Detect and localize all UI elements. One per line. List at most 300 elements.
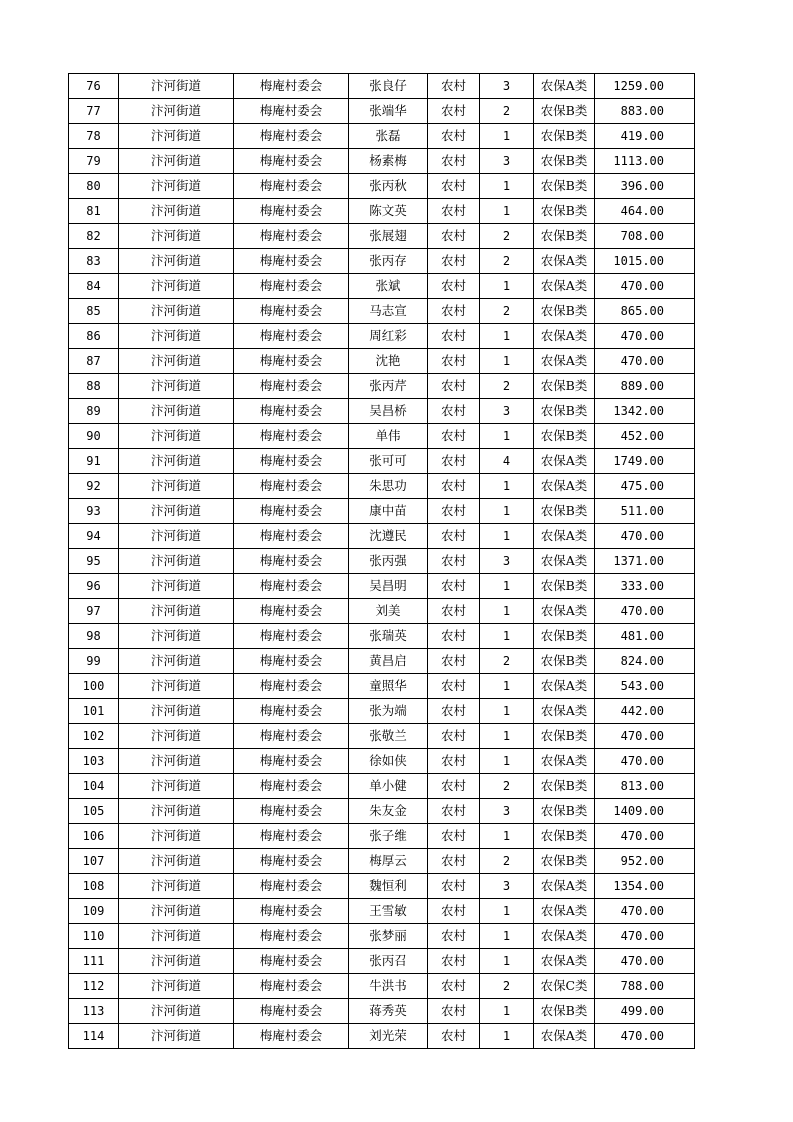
insurance-category-cell: 农保B类 [534,824,595,849]
household-type-cell: 农村 [428,74,480,99]
insurance-category-cell: 农保B类 [534,624,595,649]
street-name-cell: 汴河街道 [119,699,234,724]
person-name-cell: 王雪敏 [349,899,428,924]
person-name-cell: 沈遵民 [349,524,428,549]
row-number-cell: 83 [69,249,119,274]
amount-cell: 470.00 [595,1024,695,1049]
insurance-category-cell: 农保A类 [534,549,595,574]
amount-cell: 813.00 [595,774,695,799]
amount-cell: 470.00 [595,324,695,349]
insurance-category-cell: 农保A类 [534,899,595,924]
person-name-cell: 朱友金 [349,799,428,824]
member-count-cell: 1 [480,899,534,924]
table-row [69,199,695,224]
table-row [69,1024,695,1049]
village-committee-cell: 梅庵村委会 [234,74,349,99]
household-type-cell: 农村 [428,424,480,449]
amount-cell: 396.00 [595,174,695,199]
member-count-cell: 2 [480,299,534,324]
insurance-category-cell: 农保A类 [534,749,595,774]
insurance-category-cell: 农保A类 [534,324,595,349]
insurance-category-cell: 农保B类 [534,149,595,174]
table-row [69,924,695,949]
village-committee-cell: 梅庵村委会 [234,149,349,174]
table-row [69,224,695,249]
amount-cell: 511.00 [595,499,695,524]
amount-cell: 1342.00 [595,399,695,424]
insurance-category-cell: 农保A类 [534,874,595,899]
row-number-cell: 86 [69,324,119,349]
street-name-cell: 汴河街道 [119,974,234,999]
insurance-category-cell: 农保A类 [534,524,595,549]
amount-cell: 470.00 [595,524,695,549]
row-number-cell: 103 [69,749,119,774]
insurance-category-cell: 农保A类 [534,699,595,724]
row-number-cell: 101 [69,699,119,724]
village-committee-cell: 梅庵村委会 [234,249,349,274]
insurance-category-cell: 农保B类 [534,199,595,224]
table-row [69,774,695,799]
village-committee-cell: 梅庵村委会 [234,474,349,499]
amount-cell: 470.00 [595,749,695,774]
member-count-cell: 4 [480,449,534,474]
member-count-cell: 2 [480,224,534,249]
village-committee-cell: 梅庵村委会 [234,874,349,899]
street-name-cell: 汴河街道 [119,399,234,424]
row-number-cell: 77 [69,99,119,124]
member-count-cell: 1 [480,349,534,374]
amount-cell: 499.00 [595,999,695,1024]
village-committee-cell: 梅庵村委会 [234,524,349,549]
amount-cell: 419.00 [595,124,695,149]
table-row [69,374,695,399]
row-number-cell: 93 [69,499,119,524]
member-count-cell: 3 [480,399,534,424]
table-row [69,474,695,499]
member-count-cell: 1 [480,124,534,149]
row-number-cell: 88 [69,374,119,399]
street-name-cell: 汴河街道 [119,624,234,649]
person-name-cell: 单小健 [349,774,428,799]
table-body [69,74,695,1049]
amount-cell: 865.00 [595,299,695,324]
person-name-cell: 蒋秀英 [349,999,428,1024]
row-number-cell: 89 [69,399,119,424]
amount-cell: 1409.00 [595,799,695,824]
row-number-cell: 79 [69,149,119,174]
amount-cell: 470.00 [595,924,695,949]
insurance-category-cell: 农保A类 [534,349,595,374]
person-name-cell: 张可可 [349,449,428,474]
household-type-cell: 农村 [428,774,480,799]
member-count-cell: 1 [480,749,534,774]
member-count-cell: 3 [480,74,534,99]
row-number-cell: 97 [69,599,119,624]
person-name-cell: 张梦丽 [349,924,428,949]
street-name-cell: 汴河街道 [119,524,234,549]
person-name-cell: 张丙存 [349,249,428,274]
household-type-cell: 农村 [428,899,480,924]
table-row [69,674,695,699]
village-committee-cell: 梅庵村委会 [234,449,349,474]
amount-cell: 883.00 [595,99,695,124]
household-type-cell: 农村 [428,399,480,424]
insurance-category-cell: 农保B类 [534,224,595,249]
street-name-cell: 汴河街道 [119,599,234,624]
household-type-cell: 农村 [428,549,480,574]
row-number-cell: 94 [69,524,119,549]
row-number-cell: 102 [69,724,119,749]
person-name-cell: 康中苗 [349,499,428,524]
amount-cell: 1015.00 [595,249,695,274]
household-type-cell: 农村 [428,949,480,974]
row-number-cell: 104 [69,774,119,799]
amount-cell: 464.00 [595,199,695,224]
insurance-category-cell: 农保B类 [534,124,595,149]
person-name-cell: 张丙秋 [349,174,428,199]
member-count-cell: 2 [480,249,534,274]
member-count-cell: 2 [480,99,534,124]
amount-cell: 543.00 [595,674,695,699]
amount-cell: 1371.00 [595,549,695,574]
amount-cell: 470.00 [595,274,695,299]
table-row [69,524,695,549]
amount-cell: 470.00 [595,824,695,849]
insurance-category-cell: 农保C类 [534,974,595,999]
household-type-cell: 农村 [428,974,480,999]
village-committee-cell: 梅庵村委会 [234,174,349,199]
household-type-cell: 农村 [428,824,480,849]
person-name-cell: 马志宣 [349,299,428,324]
row-number-cell: 99 [69,649,119,674]
village-committee-cell: 梅庵村委会 [234,324,349,349]
table-row [69,424,695,449]
member-count-cell: 1 [480,524,534,549]
amount-cell: 952.00 [595,849,695,874]
amount-cell: 475.00 [595,474,695,499]
row-number-cell: 114 [69,1024,119,1049]
table-row [69,174,695,199]
amount-cell: 452.00 [595,424,695,449]
street-name-cell: 汴河街道 [119,424,234,449]
insurance-category-cell: 农保B类 [534,174,595,199]
member-count-cell: 2 [480,649,534,674]
insurance-category-cell: 农保A类 [534,949,595,974]
person-name-cell: 徐如侠 [349,749,428,774]
table-row [69,299,695,324]
table-row [69,649,695,674]
row-number-cell: 96 [69,574,119,599]
village-committee-cell: 梅庵村委会 [234,1024,349,1049]
household-type-cell: 农村 [428,349,480,374]
member-count-cell: 1 [480,624,534,649]
person-name-cell: 梅厚云 [349,849,428,874]
village-committee-cell: 梅庵村委会 [234,549,349,574]
street-name-cell: 汴河街道 [119,774,234,799]
street-name-cell: 汴河街道 [119,799,234,824]
household-type-cell: 农村 [428,874,480,899]
street-name-cell: 汴河街道 [119,849,234,874]
table-row [69,324,695,349]
table-row [69,974,695,999]
street-name-cell: 汴河街道 [119,649,234,674]
member-count-cell: 1 [480,274,534,299]
insurance-category-cell: 农保B类 [534,649,595,674]
person-name-cell: 杨素梅 [349,149,428,174]
person-name-cell: 张斌 [349,274,428,299]
person-name-cell: 张良仔 [349,74,428,99]
insurance-category-cell: 农保A类 [534,449,595,474]
member-count-cell: 1 [480,174,534,199]
household-type-cell: 农村 [428,249,480,274]
table-row [69,624,695,649]
table-row [69,874,695,899]
row-number-cell: 109 [69,899,119,924]
row-number-cell: 87 [69,349,119,374]
village-committee-cell: 梅庵村委会 [234,924,349,949]
member-count-cell: 1 [480,824,534,849]
row-number-cell: 106 [69,824,119,849]
village-committee-cell: 梅庵村委会 [234,599,349,624]
amount-cell: 481.00 [595,624,695,649]
table-row [69,74,695,99]
village-committee-cell: 梅庵村委会 [234,224,349,249]
insurance-category-cell: 农保B类 [534,374,595,399]
table-row [69,724,695,749]
amount-cell: 470.00 [595,899,695,924]
insurance-category-cell: 农保A类 [534,249,595,274]
member-count-cell: 1 [480,724,534,749]
insurance-category-cell: 农保A类 [534,674,595,699]
village-committee-cell: 梅庵村委会 [234,649,349,674]
row-number-cell: 113 [69,999,119,1024]
household-type-cell: 农村 [428,674,480,699]
street-name-cell: 汴河街道 [119,474,234,499]
member-count-cell: 1 [480,324,534,349]
table-row [69,99,695,124]
member-count-cell: 1 [480,199,534,224]
street-name-cell: 汴河街道 [119,324,234,349]
insurance-category-cell: 农保B类 [534,299,595,324]
insurance-category-cell: 农保A类 [534,74,595,99]
row-number-cell: 95 [69,549,119,574]
member-count-cell: 2 [480,849,534,874]
village-committee-cell: 梅庵村委会 [234,774,349,799]
person-name-cell: 刘光荣 [349,1024,428,1049]
row-number-cell: 111 [69,949,119,974]
household-type-cell: 农村 [428,699,480,724]
amount-cell: 470.00 [595,349,695,374]
household-type-cell: 农村 [428,124,480,149]
street-name-cell: 汴河街道 [119,824,234,849]
village-committee-cell: 梅庵村委会 [234,274,349,299]
household-type-cell: 农村 [428,574,480,599]
table-row [69,349,695,374]
person-name-cell: 朱思功 [349,474,428,499]
person-name-cell: 黄昌启 [349,649,428,674]
village-committee-cell: 梅庵村委会 [234,699,349,724]
village-committee-cell: 梅庵村委会 [234,724,349,749]
table-row [69,824,695,849]
household-type-cell: 农村 [428,324,480,349]
person-name-cell: 沈艳 [349,349,428,374]
person-name-cell: 张磊 [349,124,428,149]
person-name-cell: 张丙召 [349,949,428,974]
household-type-cell: 农村 [428,799,480,824]
street-name-cell: 汴河街道 [119,449,234,474]
table-row [69,749,695,774]
member-count-cell: 1 [480,1024,534,1049]
person-name-cell: 魏恒利 [349,874,428,899]
row-number-cell: 112 [69,974,119,999]
member-count-cell: 1 [480,949,534,974]
member-count-cell: 1 [480,699,534,724]
street-name-cell: 汴河街道 [119,574,234,599]
household-type-cell: 农村 [428,174,480,199]
household-type-cell: 农村 [428,724,480,749]
row-number-cell: 92 [69,474,119,499]
row-number-cell: 84 [69,274,119,299]
person-name-cell: 陈文英 [349,199,428,224]
street-name-cell: 汴河街道 [119,949,234,974]
street-name-cell: 汴河街道 [119,99,234,124]
table-row [69,899,695,924]
person-name-cell: 吴昌桥 [349,399,428,424]
street-name-cell: 汴河街道 [119,724,234,749]
household-type-cell: 农村 [428,449,480,474]
table-row [69,149,695,174]
street-name-cell: 汴河街道 [119,1024,234,1049]
street-name-cell: 汴河街道 [119,549,234,574]
table-row [69,599,695,624]
street-name-cell: 汴河街道 [119,249,234,274]
person-name-cell: 牛洪书 [349,974,428,999]
row-number-cell: 105 [69,799,119,824]
village-committee-cell: 梅庵村委会 [234,199,349,224]
village-committee-cell: 梅庵村委会 [234,899,349,924]
household-type-cell: 农村 [428,199,480,224]
insurance-category-cell: 农保A类 [534,1024,595,1049]
street-name-cell: 汴河街道 [119,224,234,249]
village-committee-cell: 梅庵村委会 [234,374,349,399]
household-type-cell: 农村 [428,924,480,949]
village-committee-cell: 梅庵村委会 [234,849,349,874]
table-row [69,249,695,274]
street-name-cell: 汴河街道 [119,299,234,324]
member-count-cell: 3 [480,149,534,174]
amount-cell: 788.00 [595,974,695,999]
street-name-cell: 汴河街道 [119,499,234,524]
household-type-cell: 农村 [428,599,480,624]
table-row [69,499,695,524]
household-type-cell: 农村 [428,849,480,874]
village-committee-cell: 梅庵村委会 [234,999,349,1024]
insurance-category-cell: 农保A类 [534,599,595,624]
table-row [69,549,695,574]
street-name-cell: 汴河街道 [119,199,234,224]
member-count-cell: 1 [480,924,534,949]
table-row [69,399,695,424]
street-name-cell: 汴河街道 [119,749,234,774]
table-row [69,849,695,874]
person-name-cell: 张子维 [349,824,428,849]
amount-cell: 470.00 [595,599,695,624]
member-count-cell: 3 [480,549,534,574]
household-type-cell: 农村 [428,624,480,649]
table-row [69,274,695,299]
village-committee-cell: 梅庵村委会 [234,124,349,149]
insurance-category-cell: 农保B类 [534,724,595,749]
village-committee-cell: 梅庵村委会 [234,349,349,374]
insurance-category-cell: 农保B类 [534,499,595,524]
household-type-cell: 农村 [428,299,480,324]
row-number-cell: 110 [69,924,119,949]
street-name-cell: 汴河街道 [119,899,234,924]
insurance-category-cell: 农保B类 [534,849,595,874]
village-committee-cell: 梅庵村委会 [234,824,349,849]
amount-cell: 708.00 [595,224,695,249]
village-committee-cell: 梅庵村委会 [234,399,349,424]
amount-cell: 889.00 [595,374,695,399]
amount-cell: 1259.00 [595,74,695,99]
row-number-cell: 85 [69,299,119,324]
roster-table [68,73,695,1049]
insurance-category-cell: 农保B类 [534,99,595,124]
table-row [69,449,695,474]
household-type-cell: 农村 [428,149,480,174]
member-count-cell: 1 [480,674,534,699]
village-committee-cell: 梅庵村委会 [234,749,349,774]
row-number-cell: 90 [69,424,119,449]
table-row [69,124,695,149]
row-number-cell: 82 [69,224,119,249]
street-name-cell: 汴河街道 [119,874,234,899]
street-name-cell: 汴河街道 [119,174,234,199]
amount-cell: 824.00 [595,649,695,674]
household-type-cell: 农村 [428,474,480,499]
person-name-cell: 刘美 [349,599,428,624]
village-committee-cell: 梅庵村委会 [234,299,349,324]
village-committee-cell: 梅庵村委会 [234,99,349,124]
amount-cell: 1354.00 [595,874,695,899]
member-count-cell: 2 [480,774,534,799]
person-name-cell: 单伟 [349,424,428,449]
table-row [69,574,695,599]
table-row [69,799,695,824]
member-count-cell: 1 [480,999,534,1024]
person-name-cell: 周红彩 [349,324,428,349]
member-count-cell: 1 [480,499,534,524]
street-name-cell: 汴河街道 [119,999,234,1024]
person-name-cell: 张端华 [349,99,428,124]
member-count-cell: 2 [480,374,534,399]
member-count-cell: 2 [480,974,534,999]
member-count-cell: 3 [480,799,534,824]
person-name-cell: 张敬兰 [349,724,428,749]
street-name-cell: 汴河街道 [119,149,234,174]
amount-cell: 442.00 [595,699,695,724]
amount-cell: 470.00 [595,949,695,974]
street-name-cell: 汴河街道 [119,349,234,374]
household-type-cell: 农村 [428,649,480,674]
table-row [69,699,695,724]
person-name-cell: 童照华 [349,674,428,699]
person-name-cell: 吴昌明 [349,574,428,599]
village-committee-cell: 梅庵村委会 [234,574,349,599]
row-number-cell: 100 [69,674,119,699]
person-name-cell: 张为端 [349,699,428,724]
household-type-cell: 农村 [428,224,480,249]
